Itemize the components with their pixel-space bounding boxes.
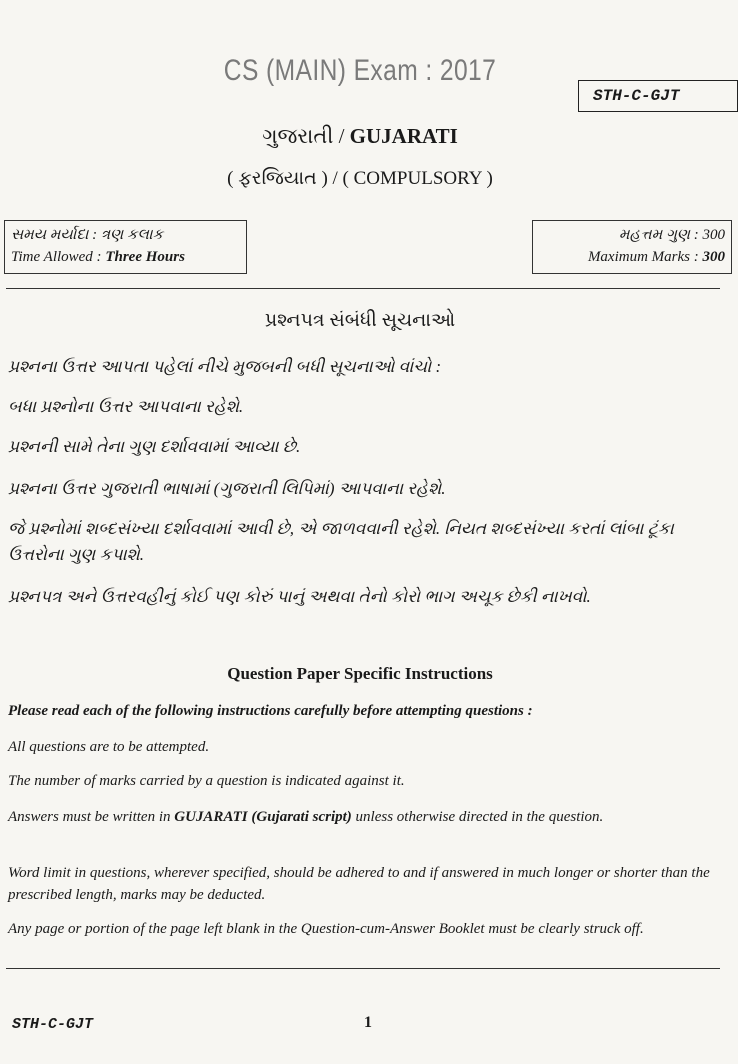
compulsory-label: ( ફરજિયાત ) / ( COMPULSORY ) [227,168,493,189]
marks-english: Maximum Marks : 300 [587,249,725,265]
time-allowed-box [4,220,247,274]
time-english: Time Allowed : Three Hours [11,249,185,265]
english-instruction-line: The number of marks carried by a question is indicated against it. [8,773,405,789]
subject-gujarati: ગુજરાતી / [262,124,350,148]
header-divider [6,288,720,289]
footer-divider [6,968,720,969]
exam-title: CS (MAIN) Exam : 2017 [223,54,497,87]
english-instructions-lead: Please read each of the following instructions carefully before attempting questions : [8,703,533,719]
english-instructions-heading: Question Paper Specific Instructions [227,664,493,683]
footer-paper-code: STH-C-GJT [12,1016,94,1033]
gujarati-instructions-heading: પ્રશ્નપત્ર સંબંધી સૂચનાઓ [264,310,456,331]
maximum-marks-box [532,220,732,274]
gujarati-instruction-line: પ્રશ્નપત્ર અને ઉત્તરવહીનું કોઈ પણ કોરું પાનું અથવા તેનો કોરો ભાગ અચૂક છેકી નાખવો. [8,587,591,606]
gujarati-instruction-line: પ્રશ્નના ઉત્તર આપતા પહેલાં નીચે મુજબની બધી સૂચનાઓ વાંચો : [8,357,442,376]
english-instruction-line: Answers must be written in GUJARATI (Gujarati script) unless otherwise directed in the question. [8,809,604,825]
paper-code-box: STH-C-GJT [578,80,738,112]
script-emphasis: GUJARATI (Gujarati script) [174,809,352,825]
time-value: Three Hours [105,249,185,265]
page-number: 1 [364,1014,372,1031]
marks-value: 300 [702,249,725,265]
english-instruction-line: Word limit in questions, wherever specified, should be adhered to and if answered in much longer or shorter than the prescribed length, marks may be deducted. [8,865,710,903]
subject-english: GUJARATI [349,124,458,148]
gujarati-instruction-line: પ્રશ્નની સામે તેના ગુણ દર્શાવવામાં આવ્યા છે. [8,437,301,456]
time-gujarati: સમય મર્યાદા : ત્રણ કલાક [11,227,164,243]
subject-title [0,124,720,149]
gujarati-instruction-line: બધા પ્રશ્નોના ઉત્તર આપવાના રહેશે. [8,397,244,416]
english-instruction-line: All questions are to be attempted. [8,739,210,755]
gujarati-instruction-line: પ્રશ્નના ઉત્તર ગુજરાતી ભાષામાં (ગુજરાતી લિપિમાં) આપવાના રહેશે. [8,479,446,498]
gujarati-instruction-line: જે પ્રશ્નોમાં શબ્દસંખ્યા દર્શાવવામાં આવી છે, એ જાળવવાની રહેશે. નિયત શબ્દસંખ્યા કરતાં લાંબા ટૂંકા ઉત્તરોના ગુણ કપાશે. [8,519,674,564]
english-instruction-line: Any page or portion of the page left blank in the Question-cum-Answer Booklet must be clearly struck off. [8,921,644,937]
marks-gujarati: મહત્તમ ગુણ : 300 [618,227,725,243]
